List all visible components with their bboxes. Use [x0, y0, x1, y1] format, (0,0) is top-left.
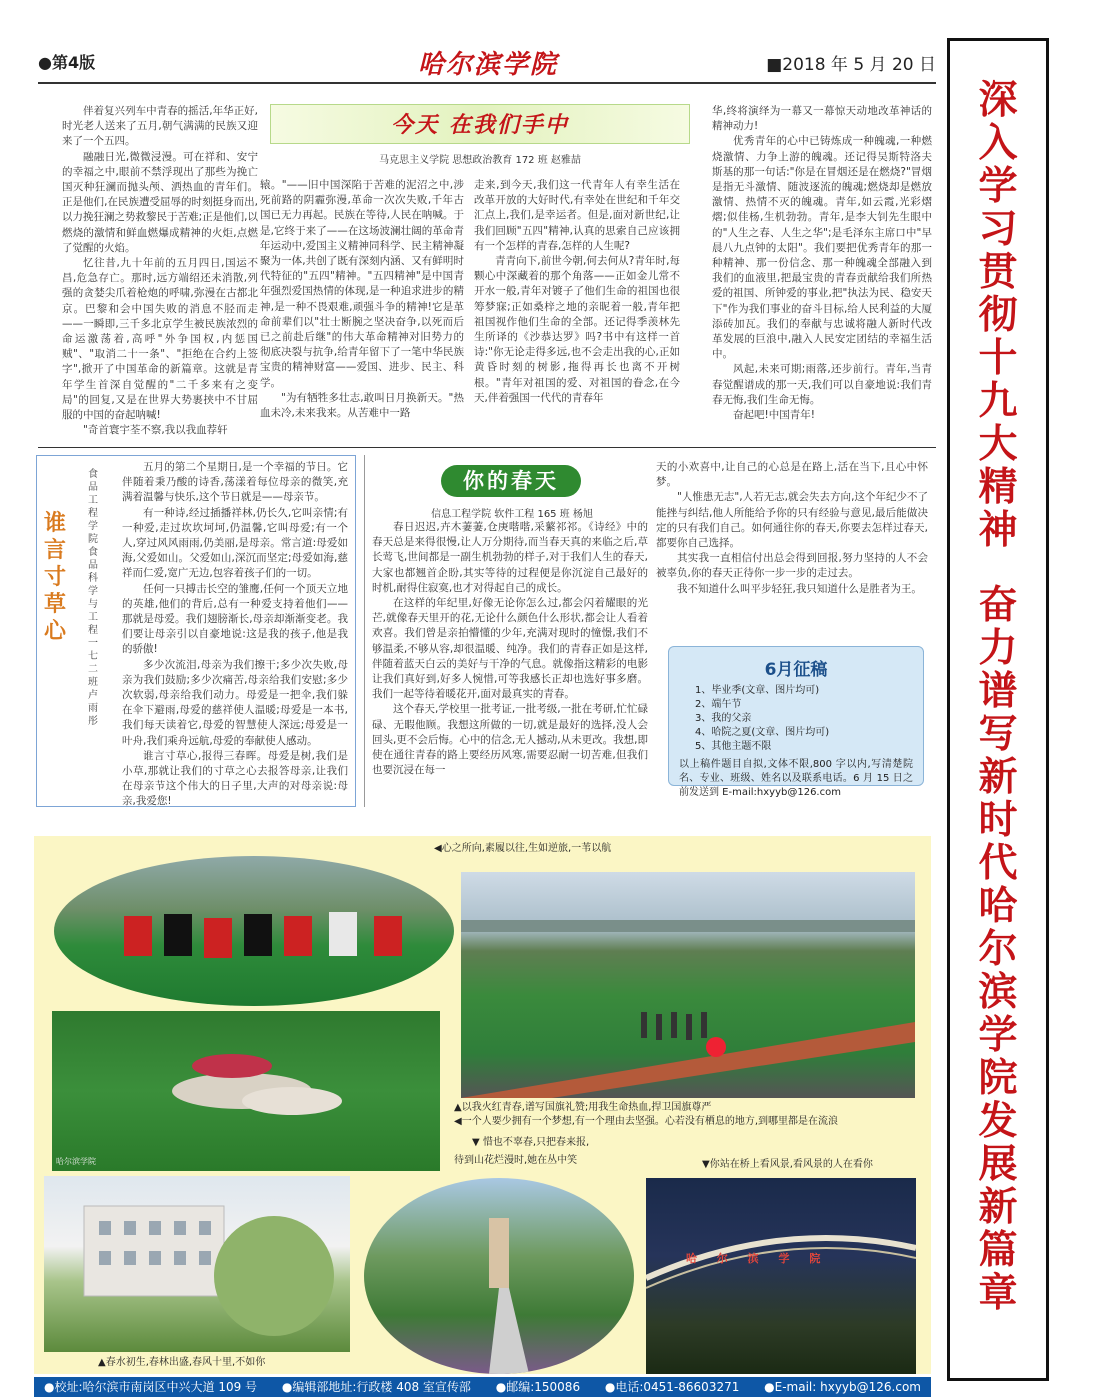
paragraph: 走来,到今天,我们这一代青年人有幸生活在改革开放的大好时代,有幸处在世纪和千年交汇点上,我们,是幸运者。但是,面对新世纪,让我们回顾"五四"精神,认真的思索自己应该拥有一个怎样的青春,怎样的人生呢? [474, 179, 680, 252]
slogan-char: 哈 [978, 884, 1018, 929]
slogan-char: 谱 [978, 669, 1018, 714]
footer-address: ●校址:哈尔滨市南岗区中兴大道 109 号 [44, 1380, 258, 1394]
footer-office: ●编辑部地址:行政楼 408 室宣传部 [281, 1380, 471, 1394]
photo-football-team [54, 856, 454, 1006]
bridge-text: 哈 尔 滨 学 院 [686, 1252, 829, 1265]
paragraph: 奋起吧!中国青年! [733, 409, 815, 422]
paragraph: 伴着复兴列车中青春的摇活,年华正好,时光老人送来了五月,朝气满满的民族又迎来了一个五四。 [62, 105, 258, 148]
caption-flag: ▲以我火红青春,谱写国旗礼赞;用我生命热血,捍卫国旗尊严 [454, 1102, 712, 1113]
article1-col4 [712, 104, 932, 423]
sidebar-slogan [947, 38, 1049, 1381]
paragraph: 有一种诗,经过插播祥林,仍长久,它叫亲情;有一种爱,走过坎坎坷坷,仍温馨,它叫母爱;有一个人,穿过风风雨雨,仍美丽,是母亲。常言道:母爱如海,父爱如山。父爱如山,深沉而坚定;母爱如海,慈祥而仁爱,宽广无边,包容着孩子们的一切。 [122, 506, 348, 580]
building-illustration [44, 1176, 350, 1352]
caption-spring1: ▼ 惜也不辜春,只把春来报, [472, 1137, 590, 1148]
paragraph: 任何一只搏击长空的雏鹰,任何一个顶天立地的英雄,他们的背后,总有一种爱支持着他们——那就是母爱。我们翅膀渐长,母亲却渐渐变老。我们要让母亲引以自豪地说:这是我的孩子,他是我的骄傲! [122, 582, 348, 656]
notice-item: 3、我的父亲 [695, 713, 752, 724]
article3-col1 [372, 520, 648, 778]
paragraph: 青青向下,前世今朝,何去何从?青年时,每颗心中深藏着的那个角落——正如金儿常不开水一般,青年对镀子了他们生命的祖国也很筹梦寐;正如桑梓之地的亲昵着一般,青年把祖国视作他们生命的全部。还记得季羡林先生所译的《沙恭达罗》吗?书中有这样一首诗:"你无论走得多远,也不会走出我的心,正如黄昏时刻的树影,拖得再长也离不开树根。"青年对祖国的爱、对祖国的眷念,在今天,伴着强国一代代的青春年 [474, 255, 680, 404]
slogan-char: 学 [978, 1013, 1018, 1058]
slogan-char: 彻 [978, 293, 1018, 338]
photo-section [34, 836, 931, 1374]
paragraph: "人惟患无志",人若无志,就会失去方向,这个年纪少不了能挫与纠结,他人所能给予你的只有经验与意见,最后能做决定的只有我们自己。如何通往你的春天,你要去怎样过春天,都要你自己选择。 [656, 491, 928, 550]
paragraph: 融融日光,微微浸漫。可在祥和、安宁的幸福之中,眼前不禁浮现出了那些为挽亡国灭种狂澜而抛头颅、洒热血的青年们。正是他们,在民族遭受屈辱的时刻挺身而出,以力挽狂澜之势救黎民于苦难;正是他们,以燃烧的激情和鲜血燃爆成精神的火炬,点燃了觉醒的火焰。 [62, 150, 258, 254]
paragraph: "为有牺牲多壮志,敢叫日月换新天。"热血未冷,未来我来。从苦难中一路 [260, 391, 464, 420]
slogan-char: 精 [978, 465, 1018, 510]
caption-spring2: 待到山花烂漫时,她在丛中笑 [454, 1155, 578, 1166]
paragraph: 其实我一直相信付出总会得到回报,努力坚持的人不会被辜负,你的春天正待你一步一步的走过去。 [656, 552, 928, 580]
article1-col2 [260, 178, 464, 421]
slogan-char: 入 [978, 121, 1018, 166]
slogan-char: 新 [978, 1185, 1018, 1230]
edition-label: ●第4版 [38, 53, 96, 72]
stadium-illustration [461, 872, 915, 1098]
photo-spring-path [364, 1178, 634, 1374]
issue-date: ■2018 年 5 月 20 日 [766, 55, 936, 75]
article3-title: 你的春天 [441, 465, 581, 497]
article1-col1 [62, 104, 258, 438]
footer-postal: ●邮编:150086 [495, 1380, 581, 1394]
paragraph: "奇首寰宇荃不察,我以我血荐轩 [83, 424, 228, 437]
article3-col2 [656, 460, 928, 597]
article2-body [42, 460, 348, 810]
photo-watermark: 哈尔滨学院 [56, 1157, 96, 1166]
article2-byline: 食品工程学院 食品科学与工程一七二班 卢雨彤 [88, 469, 98, 727]
notice-item: 2、端午节 [695, 699, 742, 710]
slogan-char: 奋 [978, 583, 1018, 628]
photo-students-grass [52, 1011, 440, 1171]
column-divider [364, 455, 365, 807]
section-rule [38, 447, 936, 448]
paragraph: 五月的第二个星期日,是一个幸福的节日。它伴随着秉乃酸的诗香,荡漾着每位母亲的微笑,充满着温馨与快乐,这个节日就是——母亲节。 [122, 461, 348, 504]
photo-flag-guard [461, 872, 915, 1098]
paragraph: 多少次流泪,母亲为我们擦干;多少次失败,母亲为我们鼓励;多少次痛苦,母亲给我们安慰;多少次软弱,母亲给我们动力。母爱是一把伞,我们躲在伞下避雨,母爱的慈祥使人温暖;母爱是一本书,我们每天读着它,母爱的智慧使人深远;母爱是一叶舟,我们乘舟远航,母爱的奉献使人感动。 [122, 658, 348, 747]
notice-text: 以上稿件题目自拟,文体不限,800 字以内,写清楚院名、专业、班级、姓名以及联系电话。6 月 15 日之前发送到 E-mail:hxyyb@126.com [679, 759, 913, 798]
slogan-char: 院 [978, 1056, 1018, 1101]
footer-bar [34, 1377, 931, 1397]
paragraph: 我不知道什么叫平步轻狂,我只知道什么是胜者为王。 [677, 582, 922, 595]
paragraph: 春日迟迟,卉木萋萋,仓庚喈喈,采蘩祁祁。《诗经》中的春天总是来得很慢,让人万分期待,而当春天真的来临之后,草长莺飞,世间都是一副生机勃勃的样子,对于我们人生的春天,大家也都翘首企盼,其实等待的过程便是你沉淀自己最好的时机,耐得住寂寞,也才对得起自己的成长。 [372, 521, 648, 594]
notice-title: 6月征稿 [764, 660, 828, 680]
slogan-char: 时 [978, 798, 1018, 843]
paragraph: 在这样的年纪里,好像无论你怎么过,都会闪着耀眼的光芒,就像春天里开的花,无论什么颜色什么形状,都会让人看着欢喜。我们曾是亲拍懵懂的少年,充满对现时的憧憬,我们不够温柔,不够从容,却很温暖、纯净。我们的青春正如是这样,伴随着蓝天白云的美好与干净的气息。就像指这精彩的电影让我们真好到,好多人惋惜,可等我感长正却也选好事多磨。我们一起等待着暖花开,面对最真实的青春。 [372, 597, 648, 701]
slogan-char: 发 [978, 1099, 1018, 1144]
slogan-char: 篇 [978, 1228, 1018, 1273]
slogan-char: 尔 [978, 927, 1018, 972]
masthead: 哈尔滨学院 [417, 50, 558, 80]
slogan-char: 写 [978, 712, 1018, 757]
notice-list [679, 684, 913, 754]
notice-item: 5、其他主题不限 [695, 741, 772, 752]
page-header [38, 44, 936, 80]
header-rule [38, 82, 936, 84]
caption-dream: ◀一个人要少拥有一个梦想,有一个理由去坚强。心若没有栖息的地方,到哪里都是在流浪 [454, 1116, 839, 1127]
paragraph: 这个春天,学校里一批考证,一批考级,一批在考研,忙忙碌碌、无暇他顾。我想这所做的一切,就是最好的选择,没人会回头,更不会后悔。心中的信念,无人撼动,从未更改。我想,即使在通往青春的路上要经历风寒,需要忍耐一切苦难,但我们也要沉浸在每一 [372, 703, 648, 777]
slogan-char: 十 [978, 336, 1018, 381]
photo-campus-building [44, 1176, 350, 1352]
slogan-char: 展 [978, 1142, 1018, 1187]
slogan-char: 习 [978, 207, 1018, 252]
article2-title: 谁言寸草心 [44, 511, 67, 644]
path-illustration [364, 1178, 634, 1374]
slogan-char: 神 [978, 508, 1018, 553]
paragraph: 辕。"——旧中国深陷于苦难的泥沼之中,涉死前路的阴霾弥漫,革命一次次失败,千年古国已无力再起。民族在等待,人民在呐喊。于是,它终于来了——在这场波澜壮阔的革命青年运动中,爱国主义精神同科学、民主精神凝聚为一体,共创了既有深刻内涵、又有鲜明时代特征的"五四"精神。"五四精神"是中国青年强烈爱国热情的体现,是一种追求进步的精神,是一种不畏艰难,顽强斗争的精神!它是革命前辈们以"壮士断腕之坚决奋争,以死而后已之前赴后继"的伟大革命精神对旧势力的彻底决裂与抗争,给青年留下了一笔中华民族宝贵的精神财富——爱国、进步、民主、科学。 [260, 179, 464, 389]
caption-top: ◀心之所向,素履以往,生如逆旅,一苇以航 [434, 843, 612, 854]
caption-bridge: ▼你站在桥上看风景,看风景的人在看你 [702, 1159, 873, 1170]
paragraph: 优秀青年的心中已铸炼成一种魄魂,一种燃烧激情、力争上游的魄魂。还记得吴斯特洛夫斯基的那一句话:"你是在冒烟还是在燃烧?"冒烟是指无斗激情、随波逐流的魄魂;燃烧却是燃放激情、热情不灭的魄魂。青年,如云霞,光彩熠熠;似佳杨,生机勃勃。青年,是李大钊先生眼中的"人生之春、人生之华";是毛泽东主席口中"早晨八九点钟的太阳"。我们要把优秀青年的那一种精神、那一份信念、那一种魄魂全部融入到我们的血液里,把最宝贵的青春贡献给我们所热爱的祖国、所钟爱的事业,把"执法为民、稳安天下"作为我们事业的奋斗目标,给人民利益的大厦添砖加瓦。我们的奉献与忠诚将融人新时代改革发展的巨浪中,融入人民安定团结的幸福生活中。 [712, 135, 932, 361]
slogan-char: 九 [978, 379, 1018, 424]
caption-building: ▲春水初生,春林出盛,春风十里,不如你 [98, 1357, 266, 1368]
slogan-char: 贯 [978, 250, 1018, 295]
article1-col3 [474, 178, 680, 406]
article1-byline: 马克思主义学院 思想政治教育 172 班 赵雅喆 [379, 155, 581, 166]
notice-item: 1、毕业季(文章、图片均可) [695, 685, 820, 696]
slogan-char: 滨 [978, 970, 1018, 1015]
paragraph: 谁言寸草心,报得三春晖。母爱是树,我们是小草,那就让我们的寸草之心去报答母亲,让我们在母亲节这个伟大的日子里,大声的对母亲说:母亲,我爱您! [122, 749, 348, 808]
slogan-char: 大 [978, 422, 1018, 467]
footer-email: ●E-mail: hxyyb@126.com [764, 1380, 921, 1394]
article3-byline: 信息工程学院 软件工程 165 班 杨旭 [431, 509, 593, 520]
slogan-char: 学 [978, 164, 1018, 209]
paragraph: 天的小欢喜中,让自己的心总是在路上,活在当下,且心中怀梦。 [656, 461, 928, 489]
footer-phone: ●电话:0451-86603271 [604, 1380, 740, 1394]
paragraph: 忆往昔,九十年前的五月四日,国运不昌,危急存亡。那时,远方端绍还未消散,列强的贪婪尖爪着枪炮的呼啸,弥漫在古都北京。巴黎和会中国失败的消息不胫而走——一瞬即,三千多北京学生被民族浓烈的命运激荡着,高呼"外争国权,内惩国贼"、"取消二十一条"、"拒绝在合约上签字",掀开了中国革命的新篇章。这就是青年学生首深自觉醒的"二千多来有之变局"的回复,又是在世界大势裹挟中不甘屈服的中国的奋起呐喊! [62, 257, 258, 422]
slogan-char: 新 [978, 755, 1018, 800]
slogan-char: 章 [978, 1271, 1018, 1316]
students-lying-illustration [52, 1011, 440, 1171]
paragraph: 风起,未来可期;雨落,还步前行。青年,当青春觉醒谱成的那一天,我们可以自豪地说:我们青春无悔,我们生命无悔。 [712, 363, 932, 406]
paragraph: 华,终将演绎为一幕又一幕惊天动地改革神话的精神动力! [712, 105, 932, 133]
slogan-char: 深 [978, 78, 1018, 123]
bridge-illustration [646, 1178, 916, 1374]
team-figures-illustration [54, 856, 454, 1006]
photo-night-bridge [646, 1178, 916, 1374]
article1-title: 今天 在我们手中 [270, 104, 690, 144]
notice-item: 4、哈院之夏(文章、图片均可) [695, 727, 830, 738]
slogan-char: 力 [978, 626, 1018, 671]
slogan-char: 代 [978, 841, 1018, 886]
call-for-papers-box [668, 646, 924, 798]
